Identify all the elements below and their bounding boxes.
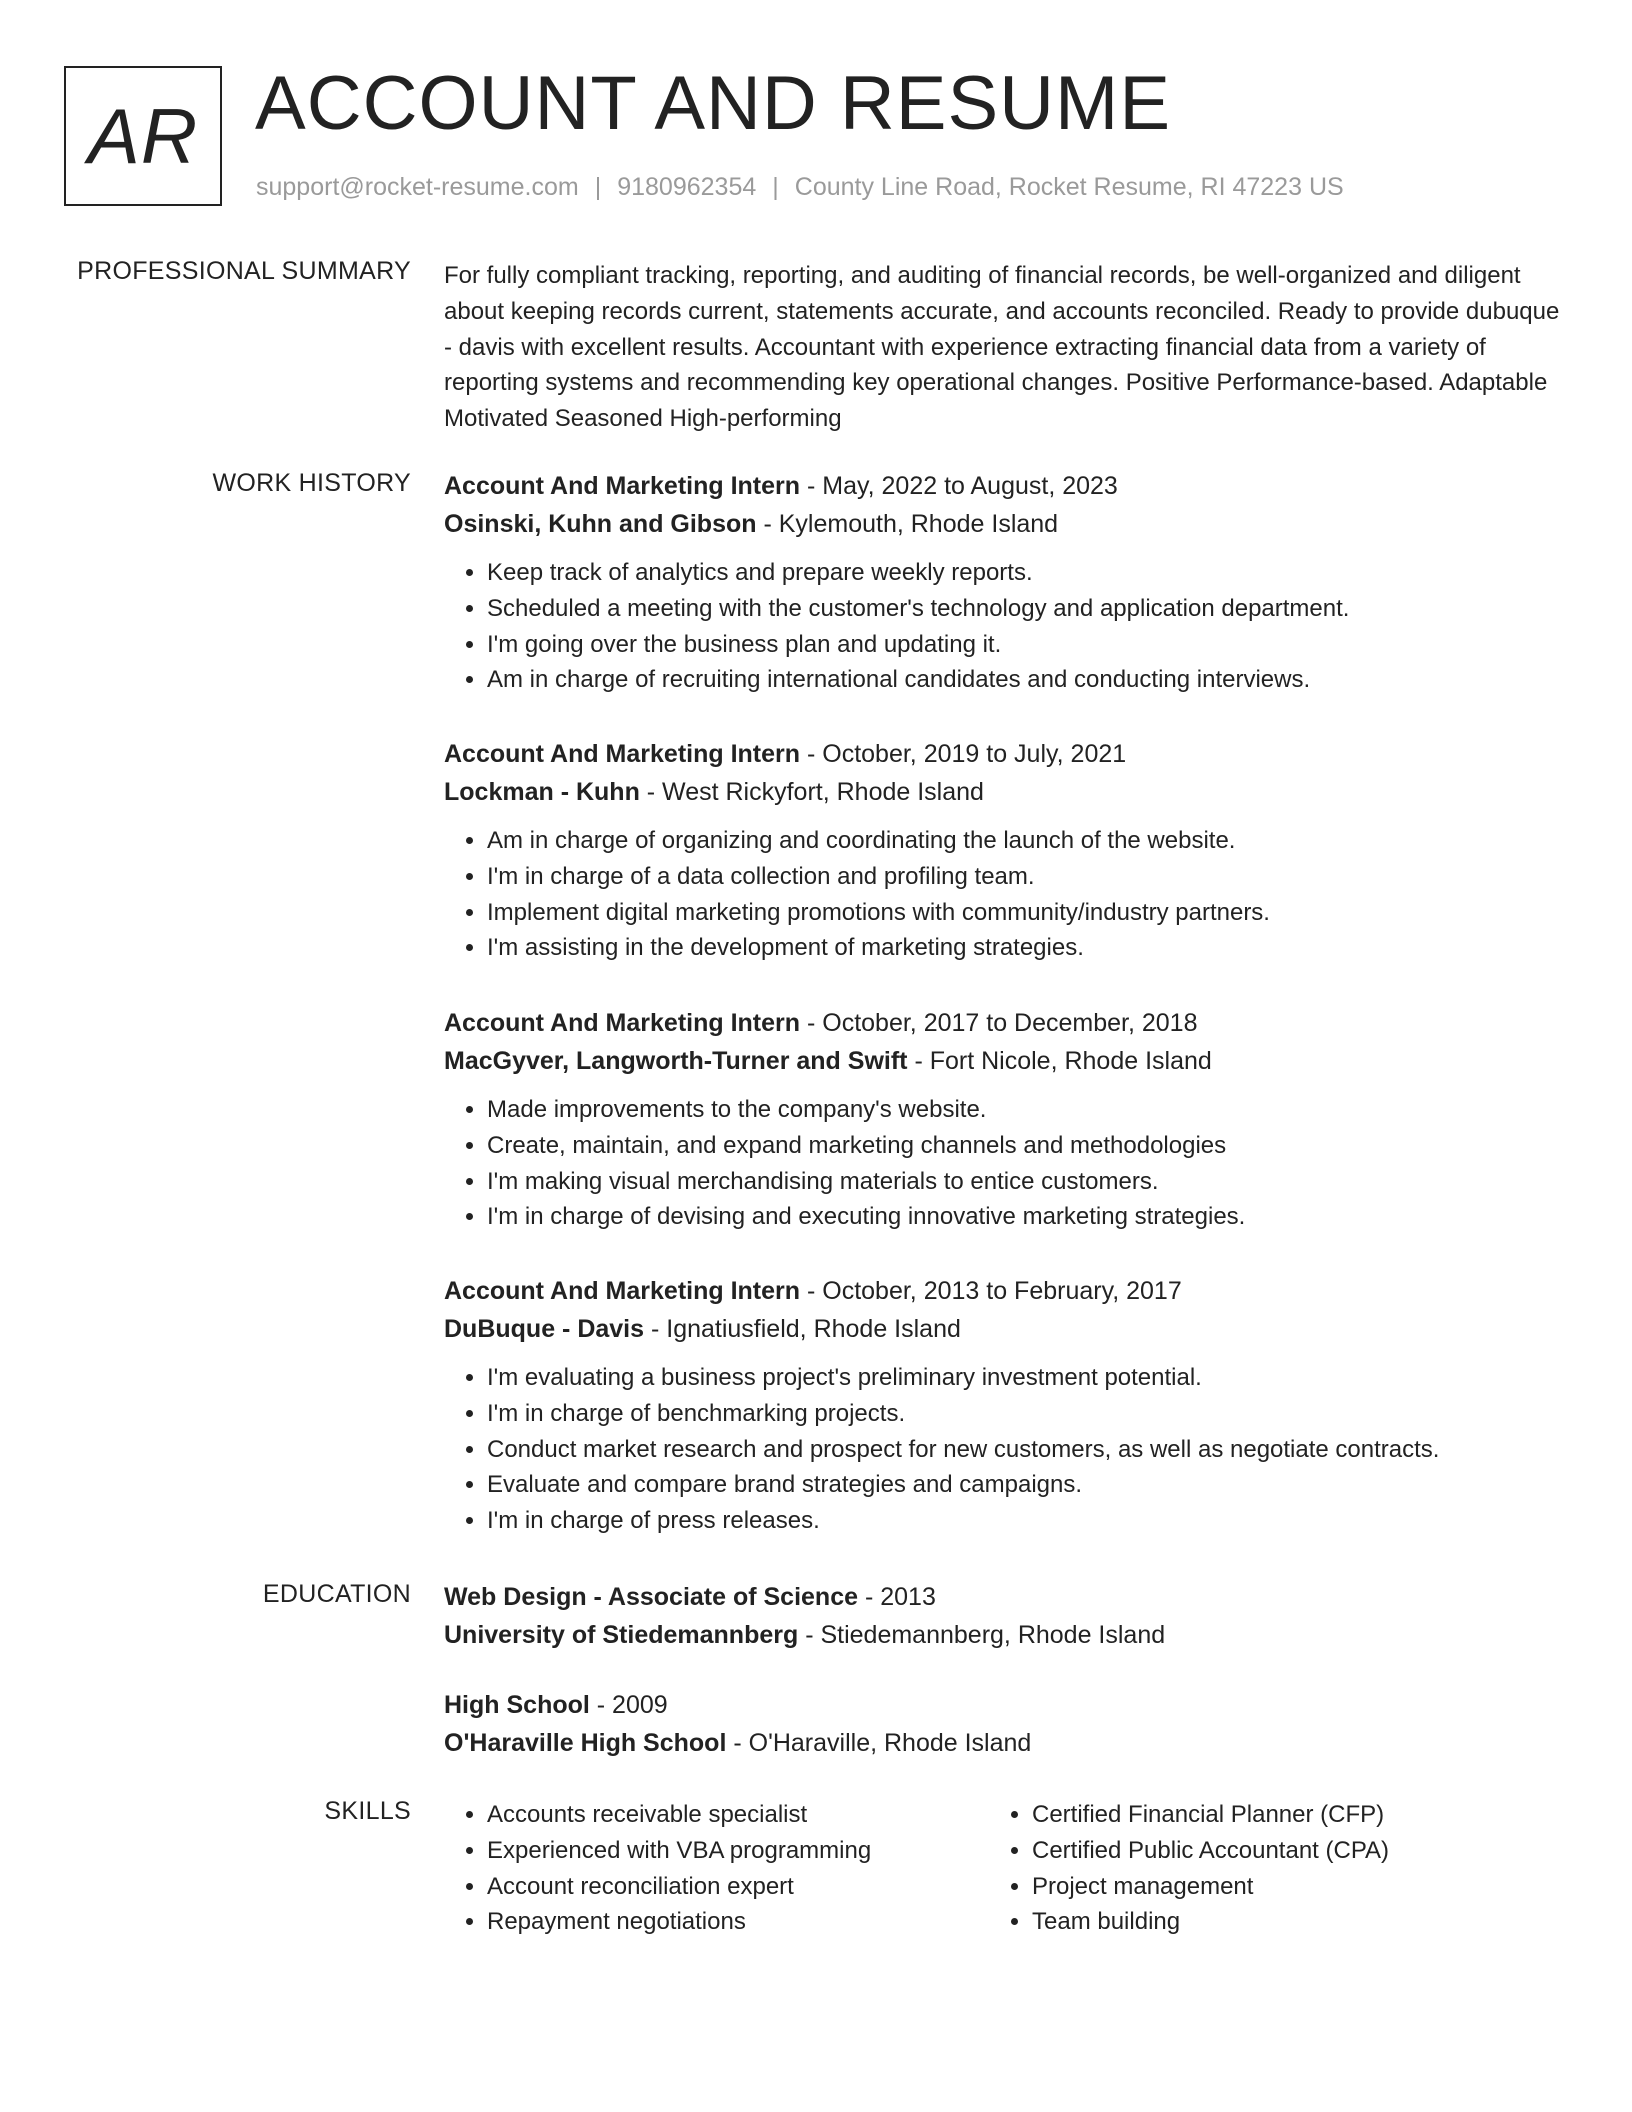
monogram-logo: AR xyxy=(64,66,222,206)
resume-name: ACCOUNT AND RESUME xyxy=(255,61,1172,146)
job-bullet-item: • Made improvements to the company's website. xyxy=(487,1092,1564,1128)
skill-item: • Account reconciliation expert xyxy=(487,1869,871,1905)
job-company: Osinski, Kuhn and Gibson xyxy=(444,510,757,538)
summary-text: For fully compliant tracking, reporting, and auditing of financial records, be well-organized and diligent about keeping records current, statements accurate, and accounts reconciled. Ready to provide dubuque - davis with excellent results. Accountant with experience extracting financial data from a variety of reporting systems and recommending key operational changes. Positive Performance-based. Adaptable Motivated Seasoned High-performing xyxy=(444,262,1560,433)
contact-address: County Line Road, Rocket Resume, RI 47223 US xyxy=(794,173,1344,201)
job-bullet-item: • I'm making visual merchandising materials to entice customers. xyxy=(487,1164,1564,1200)
resume-header xyxy=(64,61,1564,210)
section-label-summary: PROFESSIONAL SUMMARY xyxy=(77,257,411,285)
skill-item: • Experienced with VBA programming xyxy=(487,1833,871,1869)
contact-line xyxy=(256,173,1344,202)
skill-item: • Team building xyxy=(1032,1904,1389,1940)
job-bullet-item: • Implement digital marketing promotions with community/industry partners. xyxy=(487,895,1564,931)
job-entry xyxy=(444,735,1564,966)
job-title-line xyxy=(444,735,1564,773)
job-bullets xyxy=(444,823,1564,966)
job-bullets xyxy=(444,555,1564,698)
skills-column-right xyxy=(989,1797,1389,1940)
education-degree: High School xyxy=(444,1691,590,1719)
job-company: Lockman - Kuhn xyxy=(444,778,640,806)
job-company-line xyxy=(444,1042,1564,1080)
job-entry xyxy=(444,1004,1564,1235)
job-location: - Kylemouth, Rhode Island xyxy=(756,510,1059,538)
education-degree-line xyxy=(444,1686,1031,1724)
job-title: Account And Marketing Intern xyxy=(444,1009,801,1037)
education-school-line xyxy=(444,1724,1031,1762)
job-title-line xyxy=(444,467,1564,505)
skill-item: • Project management xyxy=(1032,1869,1389,1905)
education-entry xyxy=(444,1686,1031,1762)
job-bullet-item: • Am in charge of recruiting international candidates and conducting interviews. xyxy=(487,662,1564,698)
education-location: - O'Haraville, Rhode Island xyxy=(726,1729,1032,1757)
education-year: - 2009 xyxy=(589,1691,668,1719)
job-bullet-item: • I'm going over the business plan and updating it. xyxy=(487,627,1564,663)
education-school-line xyxy=(444,1616,1165,1654)
job-dates: - October, 2013 to February, 2017 xyxy=(800,1277,1182,1305)
job-company-line xyxy=(444,505,1564,543)
job-company: DuBuque - Davis xyxy=(444,1315,645,1343)
job-title-line xyxy=(444,1272,1564,1310)
job-bullet-item: • Create, maintain, and expand marketing channels and methodologies xyxy=(487,1128,1564,1164)
skill-item: • Accounts receivable specialist xyxy=(487,1797,871,1833)
job-dates: - October, 2019 to July, 2021 xyxy=(800,740,1127,768)
job-bullet-item: • I'm in charge of a data collection and profiling team. xyxy=(487,859,1564,895)
job-bullet-item: • Scheduled a meeting with the customer's technology and application department. xyxy=(487,591,1564,627)
section-label-education: EDUCATION xyxy=(262,1580,411,1608)
education-degree-line xyxy=(444,1578,1165,1616)
job-dates: - October, 2017 to December, 2018 xyxy=(800,1009,1198,1037)
contact-phone: 9180962354 xyxy=(617,173,757,201)
skills-column-left xyxy=(444,1797,871,1940)
job-bullet-item: • Conduct market research and prospect for new customers, as well as negotiate contracts. xyxy=(487,1432,1564,1468)
job-title: Account And Marketing Intern xyxy=(444,1277,801,1305)
job-company: MacGyver, Langworth-Turner and Swift xyxy=(444,1047,908,1075)
job-bullet-item: • I'm in charge of press releases. xyxy=(487,1503,1564,1539)
job-bullets xyxy=(444,1092,1564,1235)
job-title-line xyxy=(444,1004,1564,1042)
education-year: - 2013 xyxy=(858,1583,936,1611)
skill-item: • Repayment negotiations xyxy=(487,1904,871,1940)
education-school: O'Haraville High School xyxy=(444,1729,727,1757)
job-company-line xyxy=(444,1310,1564,1348)
job-title: Account And Marketing Intern xyxy=(444,472,801,500)
job-location: - West Rickyfort, Rhode Island xyxy=(639,778,984,806)
job-company-line xyxy=(444,773,1564,811)
education-entry xyxy=(444,1578,1165,1654)
job-bullet-item: • I'm evaluating a business project's preliminary investment potential. xyxy=(487,1360,1564,1396)
education-school: University of Stiedemannberg xyxy=(444,1621,799,1649)
section-label-work-history: WORK HISTORY xyxy=(212,469,411,497)
job-bullet-item: • Evaluate and compare brand strategies and campaigns. xyxy=(487,1467,1564,1503)
job-title: Account And Marketing Intern xyxy=(444,740,801,768)
job-bullet-item: • I'm assisting in the development of marketing strategies. xyxy=(487,930,1564,966)
job-dates: - May, 2022 to August, 2023 xyxy=(800,472,1118,500)
skill-item: • Certified Public Accountant (CPA) xyxy=(1032,1833,1389,1869)
education-location: - Stiedemannberg, Rhode Island xyxy=(798,1621,1166,1649)
contact-separator: | xyxy=(594,173,602,201)
education-degree: Web Design - Associate of Science xyxy=(444,1583,859,1611)
contact-separator: | xyxy=(772,173,779,201)
job-bullet-item: • Am in charge of organizing and coordinating the launch of the website. xyxy=(487,823,1564,859)
job-entry xyxy=(444,467,1564,698)
section-label-skills: SKILLS xyxy=(324,1797,411,1825)
skill-item: • Certified Financial Planner (CFP) xyxy=(1032,1797,1389,1833)
job-location: - Ignatiusfield, Rhode Island xyxy=(644,1315,961,1343)
job-entry xyxy=(444,1272,1564,1539)
job-location: - Fort Nicole, Rhode Island xyxy=(907,1047,1212,1075)
job-bullet-item: • I'm in charge of benchmarking projects. xyxy=(487,1396,1564,1432)
contact-email: support@rocket-resume.com xyxy=(256,173,579,201)
job-bullet-item: • I'm in charge of devising and executing innovative marketing strategies. xyxy=(487,1199,1564,1235)
job-bullet-item: • Keep track of analytics and prepare weekly reports. xyxy=(487,555,1564,591)
job-bullets xyxy=(444,1360,1564,1539)
